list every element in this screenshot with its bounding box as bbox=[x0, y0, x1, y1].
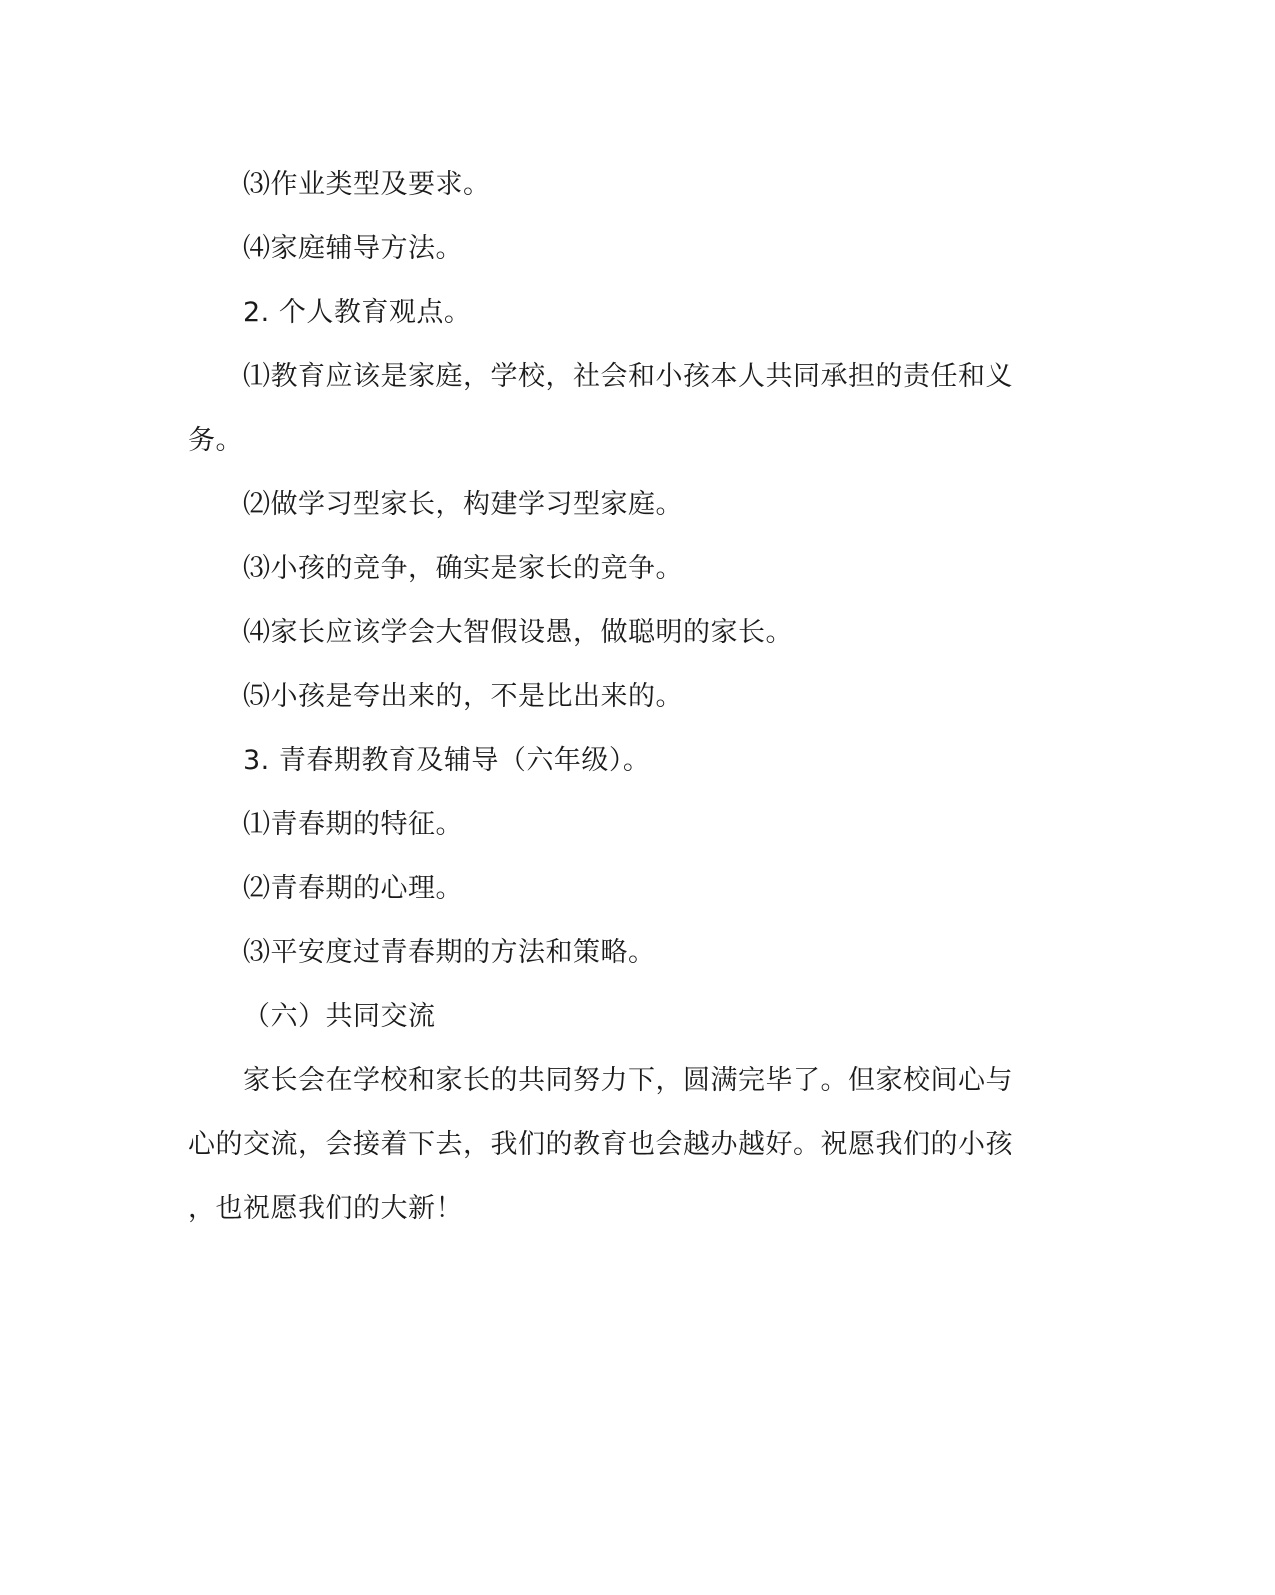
item-competition: ⑶小孩的竞争，确实是家长的竞争。 bbox=[243, 553, 683, 584]
item-shared-responsibility: ⑴教育应该是家庭，学校，社会和小孩本人共同承担的责任和义 bbox=[243, 361, 1013, 392]
item-adolescence-strategies: ⑶平安度过青春期的方法和策略。 bbox=[243, 937, 656, 968]
item-adolescence-traits: ⑴青春期的特征。 bbox=[243, 809, 463, 840]
item-home-tutoring: ⑷家庭辅导方法。 bbox=[243, 233, 463, 264]
item-praise: ⑸小孩是夸出来的，不是比出来的。 bbox=[243, 681, 683, 712]
closing-paragraph-line-1: 家长会在学校和家长的共同努力下，圆满完毕了。但家校间心与 bbox=[243, 1065, 1013, 1096]
section-heading-personal-views: 2. 个人教育观点。 bbox=[243, 297, 472, 328]
closing-paragraph-line-3: ，也祝愿我们的大新！ bbox=[188, 1193, 463, 1224]
item-adolescence-psychology: ⑵青春期的心理。 bbox=[243, 873, 463, 904]
item-learning-parent: ⑵做学习型家长，构建学习型家庭。 bbox=[243, 489, 683, 520]
section-heading-communication: （六）共同交流 bbox=[243, 1001, 436, 1032]
closing-paragraph-line-2: 心的交流，会接着下去，我们的教育也会越办越好。祝愿我们的小孩 bbox=[188, 1129, 1013, 1160]
section-heading-adolescence: 3. 青春期教育及辅导（六年级）。 bbox=[243, 745, 651, 776]
item-homework-types: ⑶作业类型及要求。 bbox=[243, 169, 491, 200]
item-smart-parent: ⑷家长应该学会大智假设愚，做聪明的家长。 bbox=[243, 617, 793, 648]
item-shared-responsibility-continued: 务。 bbox=[188, 425, 243, 456]
